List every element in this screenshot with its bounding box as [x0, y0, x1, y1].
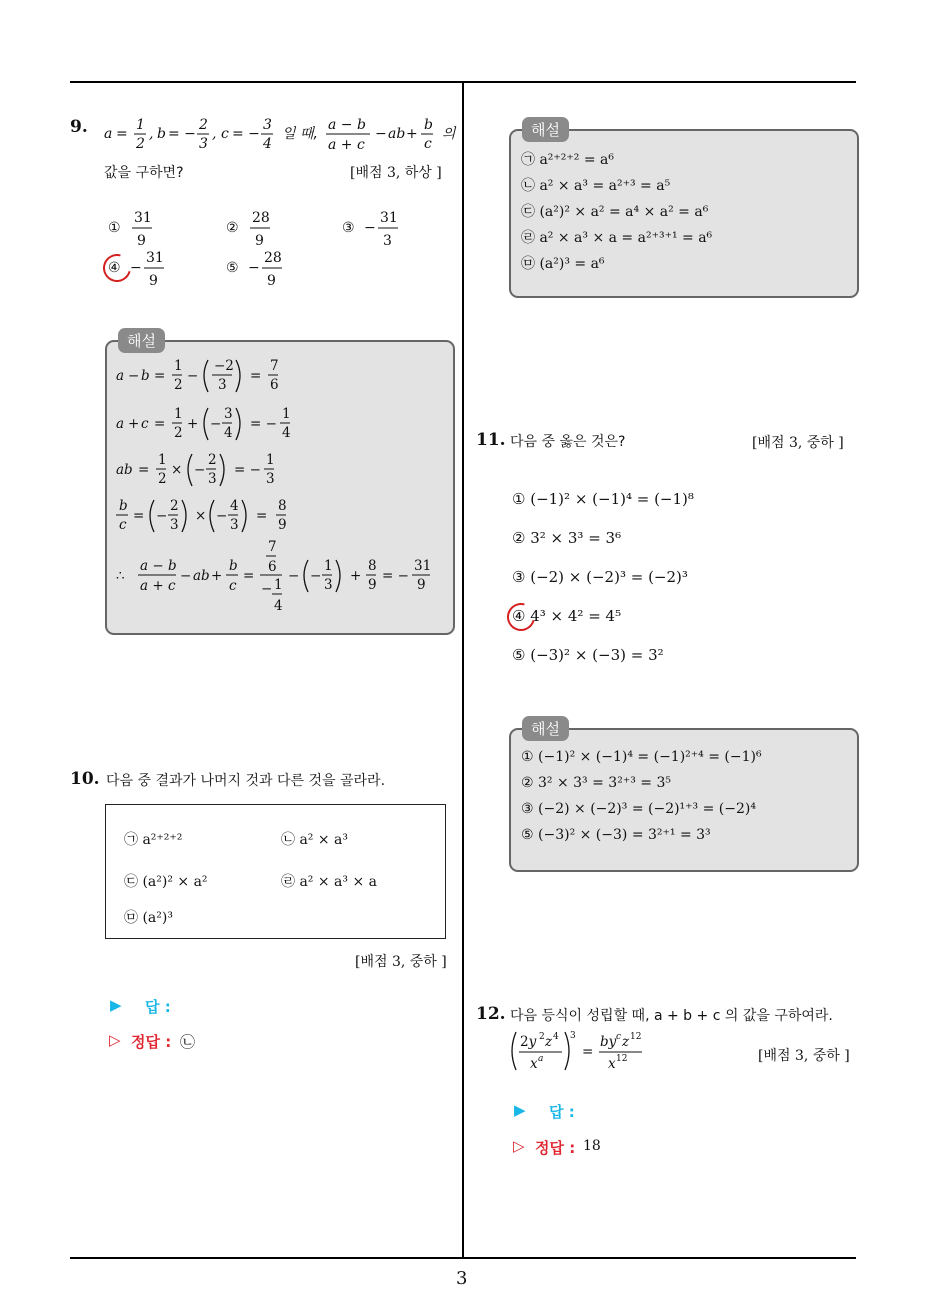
- q10-item-1: ㉠ a²⁺²⁺²: [124, 832, 183, 848]
- svg-text:b: b: [119, 498, 128, 514]
- svg-text:,: ,: [149, 126, 154, 142]
- q9-solution-math: [116, 358, 446, 624]
- svg-text:−: −: [310, 568, 322, 584]
- svg-text:ab: ab: [388, 126, 406, 142]
- svg-text:3: 3: [218, 377, 227, 393]
- svg-text:2: 2: [208, 452, 217, 468]
- svg-text:28: 28: [264, 250, 282, 266]
- svg-text:ab: ab: [193, 568, 210, 584]
- svg-text:①: ①: [108, 220, 121, 236]
- svg-text:9: 9: [278, 517, 287, 533]
- svg-text:2: 2: [136, 136, 145, 152]
- svg-text:9: 9: [267, 273, 276, 289]
- svg-text:1: 1: [158, 452, 167, 468]
- svg-text:−: −: [180, 568, 192, 584]
- svg-text:c: c: [119, 517, 127, 533]
- q11-choice-1[interactable]: ① (−1)² × (−1)⁴ = (−1)⁸: [512, 490, 694, 508]
- q12-correct-arrow-icon: ▷: [513, 1137, 525, 1155]
- svg-text:c: c: [424, 136, 432, 152]
- svg-text:a − b: a − b: [328, 117, 366, 133]
- svg-text:3: 3: [199, 136, 208, 152]
- svg-text:4: 4: [282, 425, 291, 441]
- q11-choice-4[interactable]: ④ 4³ × 4² = 4⁵: [512, 607, 622, 625]
- svg-text:= −: = −: [234, 462, 261, 478]
- svg-text:7: 7: [270, 358, 279, 374]
- q12-number: 12.: [476, 1004, 506, 1024]
- svg-text:4: 4: [224, 425, 233, 441]
- svg-text:b: b: [424, 117, 433, 133]
- svg-text:2: 2: [539, 1032, 545, 1042]
- svg-text:2y: 2y: [520, 1034, 537, 1050]
- svg-text:+: +: [211, 568, 223, 584]
- q11-score: [배점 3, 중하 ]: [752, 435, 844, 451]
- svg-text:a − b: a − b: [140, 558, 177, 574]
- svg-text:31: 31: [134, 210, 152, 226]
- svg-text:−: −: [210, 416, 222, 432]
- svg-text:2: 2: [174, 425, 183, 441]
- svg-text:×: ×: [195, 508, 207, 524]
- svg-text:1: 1: [324, 558, 333, 574]
- svg-text:−: −: [128, 368, 140, 384]
- svg-text:,: ,: [212, 126, 217, 142]
- svg-text:−2: −2: [214, 358, 234, 374]
- svg-text:2: 2: [170, 498, 179, 514]
- svg-text:b: b: [141, 368, 150, 384]
- svg-text:3: 3: [224, 406, 233, 422]
- q9-number: 9.: [70, 117, 88, 137]
- svg-text:−: −: [248, 260, 260, 276]
- svg-text:1: 1: [282, 406, 291, 422]
- svg-text:= −: = −: [168, 126, 196, 142]
- svg-text:9: 9: [255, 233, 264, 249]
- svg-text:3: 3: [230, 517, 239, 533]
- svg-text:6: 6: [268, 559, 277, 575]
- q10-solution-tag: 해설: [522, 117, 569, 142]
- svg-text:3: 3: [383, 233, 392, 249]
- svg-text:3: 3: [263, 117, 272, 133]
- svg-text:−: −: [261, 581, 273, 597]
- svg-text:a: a: [104, 126, 113, 142]
- svg-text:a: a: [538, 1054, 544, 1064]
- q9-stem-math: [104, 116, 464, 158]
- q9-stem-line2: 값을 구하면?: [104, 165, 184, 181]
- svg-text:1: 1: [174, 406, 183, 422]
- svg-text:2: 2: [174, 377, 183, 393]
- svg-text:2: 2: [199, 117, 208, 133]
- svg-text:a: a: [116, 368, 125, 384]
- q9-choice-3[interactable]: [342, 208, 412, 256]
- svg-text:6: 6: [270, 377, 279, 393]
- svg-text:= −: = −: [250, 416, 277, 432]
- q11-solution-line-1: ① (−1)² × (−1)⁴ = (−1)²⁺⁴ = (−1)⁶: [521, 749, 762, 765]
- svg-text:=: =: [116, 126, 128, 142]
- svg-text:= −: = −: [382, 568, 409, 584]
- svg-text:b: b: [157, 126, 166, 142]
- q12-equation: [508, 1028, 658, 1078]
- svg-text:7: 7: [268, 539, 277, 555]
- svg-text:×: ×: [171, 462, 183, 478]
- svg-text:31: 31: [146, 250, 164, 266]
- q12-answer-arrow-icon: ▶: [514, 1101, 526, 1119]
- svg-text:−: −: [288, 568, 300, 584]
- q11-solution-line-4: ⑤ (−3)² × (−3) = 3²⁺¹ = 3³: [521, 827, 711, 843]
- svg-text:−: −: [194, 462, 206, 478]
- svg-text:+: +: [128, 416, 140, 432]
- svg-text:x: x: [530, 1056, 538, 1072]
- svg-text:12: 12: [616, 1054, 628, 1064]
- svg-text:c: c: [616, 1032, 622, 1042]
- svg-text:④: ④: [108, 260, 121, 276]
- svg-text:−: −: [156, 508, 168, 524]
- q11-choice-3[interactable]: ③ (−2) × (−2)³ = (−2)³: [512, 568, 688, 586]
- svg-text:3: 3: [266, 471, 275, 487]
- q11-stem: 다음 중 옳은 것은?: [510, 434, 626, 450]
- q10-correct-arrow-icon: ▷: [109, 1031, 121, 1049]
- svg-text:8: 8: [278, 498, 287, 514]
- q10-solution-line-3: ㉢ (a²)² × a² = a⁴ × a² = a⁶: [521, 204, 709, 220]
- svg-text:=: =: [154, 416, 166, 432]
- svg-text:c: c: [229, 578, 237, 594]
- svg-text:x: x: [608, 1056, 616, 1072]
- svg-text:②: ②: [226, 220, 239, 236]
- svg-text:−: −: [375, 126, 387, 142]
- svg-text:3: 3: [170, 517, 179, 533]
- svg-text:4: 4: [263, 136, 272, 152]
- q10-solution-line-4: ㉣ a² × a³ × a = a²⁺³⁺¹ = a⁶: [521, 230, 713, 246]
- svg-text:=: =: [243, 568, 255, 584]
- svg-text:일 때,: 일 때,: [282, 126, 318, 142]
- svg-text:9: 9: [137, 233, 146, 249]
- svg-text:=: =: [582, 1044, 594, 1060]
- svg-text:31: 31: [414, 558, 432, 574]
- q10-solution-line-2: ㉡ a² × a³ = a²⁺³ = a⁵: [521, 178, 671, 194]
- svg-text:c: c: [221, 126, 229, 142]
- svg-text:28: 28: [252, 210, 270, 226]
- q12-correct-value: 18: [583, 1138, 601, 1154]
- svg-text:③: ③: [342, 220, 355, 236]
- svg-text:z: z: [622, 1034, 630, 1050]
- q9-solution-tag: 해설: [118, 328, 165, 353]
- q12-correct-label: 정답 :: [535, 1139, 576, 1157]
- q11-solution-tag: 해설: [522, 716, 569, 741]
- svg-text:9: 9: [417, 577, 426, 593]
- svg-text:9: 9: [368, 577, 377, 593]
- svg-text:12: 12: [630, 1032, 642, 1042]
- svg-text:1: 1: [174, 358, 183, 374]
- q10-correct-value: ㉡: [180, 1033, 196, 1051]
- q10-item-4: ㉣ a² × a³ × a: [281, 874, 377, 890]
- svg-text:+: +: [406, 126, 418, 142]
- q10-stem: 다음 중 결과가 나머지 것과 다른 것을 골라라.: [106, 773, 386, 789]
- svg-text:+: +: [187, 416, 199, 432]
- svg-text:1: 1: [274, 577, 283, 593]
- q10-answer-label: 답 :: [145, 998, 171, 1016]
- q10-item-5: ㉤ (a²)³: [124, 910, 173, 926]
- svg-text:9: 9: [149, 273, 158, 289]
- svg-text:a + c: a + c: [328, 137, 365, 153]
- svg-text:−: −: [130, 260, 142, 276]
- svg-text:=: =: [138, 462, 150, 478]
- svg-text:z: z: [545, 1034, 553, 1050]
- q12-stem: 다음 등식이 성립할 때, a + b + c 의 값을 구하여라.: [510, 1008, 833, 1024]
- svg-text:−: −: [364, 220, 376, 236]
- svg-text:31: 31: [380, 210, 398, 226]
- svg-text:4: 4: [274, 598, 283, 614]
- svg-text:−: −: [187, 368, 199, 384]
- svg-text:by: by: [600, 1034, 617, 1050]
- svg-text:+: +: [350, 568, 362, 584]
- svg-text:= −: = −: [232, 126, 260, 142]
- q11-choice-2[interactable]: ② 3² × 3³ = 3⁶: [512, 529, 622, 547]
- q10-correct-label: 정답 :: [131, 1033, 172, 1051]
- bottom-rule: [70, 1257, 856, 1259]
- q11-number: 11.: [476, 430, 506, 450]
- q10-solution-line-1: ㉠ a²⁺²⁺² = a⁶: [521, 152, 615, 168]
- q12-answer-label: 답 :: [549, 1103, 575, 1121]
- svg-text:3: 3: [324, 577, 333, 593]
- svg-text:4: 4: [553, 1032, 559, 1042]
- svg-text:3: 3: [570, 1031, 576, 1041]
- q9-choice-5[interactable]: [226, 248, 296, 296]
- q9-score: [배점 3, 하상 ]: [350, 165, 442, 181]
- svg-text:4: 4: [230, 498, 239, 514]
- svg-text:1: 1: [136, 117, 145, 133]
- q12-score: [배점 3, 중하 ]: [758, 1048, 850, 1064]
- svg-text:∴: ∴: [116, 568, 125, 584]
- svg-text:c: c: [141, 416, 149, 432]
- svg-text:=: =: [154, 368, 166, 384]
- q11-solution-line-2: ② 3² × 3³ = 3²⁺³ = 3⁵: [521, 775, 671, 791]
- svg-text:의: 의: [442, 126, 456, 142]
- svg-text:a + c: a + c: [140, 578, 176, 594]
- q11-choice-5[interactable]: ⑤ (−3)² × (−3) = 3²: [512, 646, 664, 664]
- svg-text:=: =: [133, 508, 145, 524]
- page-number: 3: [456, 1268, 468, 1289]
- svg-text:8: 8: [368, 558, 377, 574]
- svg-text:⑤: ⑤: [226, 260, 239, 276]
- q10-solution-line-5: ㉤ (a²)³ = a⁶: [521, 256, 605, 272]
- q10-score: [배점 3, 중하 ]: [355, 954, 447, 970]
- svg-text:1: 1: [266, 452, 275, 468]
- q11-answer-circle: [502, 598, 540, 636]
- svg-text:a: a: [116, 416, 125, 432]
- q9-stem: [104, 116, 464, 162]
- svg-text:ab: ab: [116, 462, 133, 478]
- svg-text:3: 3: [208, 471, 217, 487]
- column-divider: [462, 82, 464, 1258]
- svg-text:=: =: [256, 508, 268, 524]
- svg-text:=: =: [250, 368, 262, 384]
- q10-item-3: ㉢ (a²)² × a²: [124, 874, 208, 890]
- q10-item-2: ㉡ a² × a³: [281, 832, 348, 848]
- svg-text:−: −: [216, 508, 228, 524]
- q10-answer-arrow-icon: ▶: [110, 996, 122, 1014]
- svg-text:2: 2: [158, 471, 167, 487]
- svg-text:b: b: [229, 558, 238, 574]
- q11-solution-line-3: ③ (−2) × (−2)³ = (−2)¹⁺³ = (−2)⁴: [521, 801, 756, 817]
- q10-number: 10.: [70, 769, 100, 789]
